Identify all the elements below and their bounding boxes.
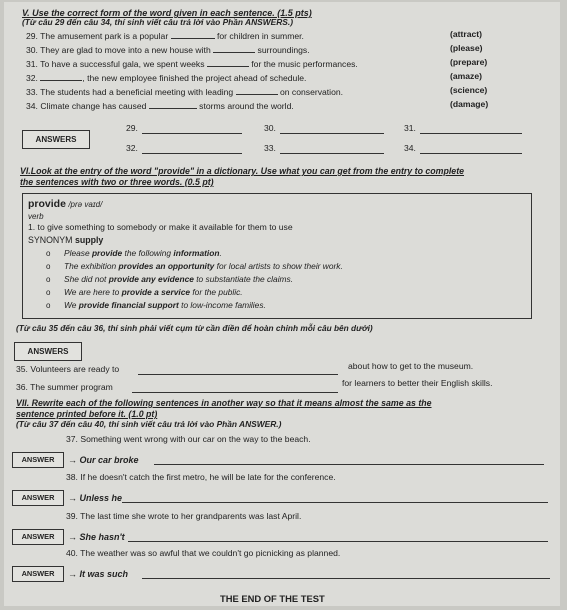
answer-label-38: ANSWER bbox=[12, 490, 64, 506]
example-3: o She did not provide any evidence to substantiate the claims. bbox=[64, 275, 293, 285]
answer-line-37[interactable] bbox=[154, 464, 544, 465]
section-5-title: V. Use the correct form of the word given in each sentence. (1.5 pts) bbox=[22, 8, 312, 18]
rewrite-start-37: → Our car broke bbox=[68, 455, 139, 465]
answer-label-40: ANSWER bbox=[12, 566, 64, 582]
blank bbox=[236, 86, 278, 95]
example-1: o Please provide the following information. bbox=[64, 249, 222, 259]
entry-synonym: SYNONYM supply bbox=[28, 235, 104, 245]
rewrite-start-40: → It was such bbox=[68, 569, 129, 579]
question-30: 30. They are glad to move into a new house with surroundings. bbox=[26, 45, 310, 55]
hint-29: (attract) bbox=[450, 29, 482, 39]
section-7-title-2: sentence printed before it. (1.0 pt) bbox=[16, 409, 158, 419]
hint-31: (prepare) bbox=[450, 57, 488, 67]
ans-num-31: 31. bbox=[404, 123, 416, 133]
hint-32: (amaze) bbox=[450, 71, 482, 81]
example-5: o We provide financial support to low-income families. bbox=[64, 301, 266, 311]
question-38: 38. If he doesn't catch the first metro, he will be late for the conference. bbox=[66, 472, 336, 482]
answers-label-6: ANSWERS bbox=[14, 342, 82, 361]
question-32: 32. , the new employee finished the project ahead of schedule. bbox=[26, 73, 307, 83]
hint-33: (science) bbox=[450, 85, 488, 95]
answer-line-30[interactable] bbox=[280, 133, 384, 134]
question-35-b: about how to get to the museum. bbox=[348, 361, 474, 371]
entry-headword: provide /prə vaɪd/ bbox=[28, 198, 103, 210]
example-4: o We are here to provide a service for the public. bbox=[64, 288, 243, 298]
question-34: 34. Climate change has caused storms around the world. bbox=[26, 101, 294, 111]
ans-num-30: 30. bbox=[264, 123, 276, 133]
question-37: 37. Something went wrong with our car on the way to the beach. bbox=[66, 434, 311, 444]
example-2: o The exhibition provides an opportunity for local artists to show their work. bbox=[64, 262, 343, 272]
blank bbox=[40, 72, 82, 81]
exam-page bbox=[4, 2, 560, 606]
section-7-note: (Từ câu 37 đến câu 40, thí sinh viết câu trả lời vào Phần ANSWER.) bbox=[16, 419, 282, 429]
question-36-a: 36. The summer program bbox=[16, 382, 113, 392]
rewrite-start-39: → She hasn't bbox=[68, 532, 125, 542]
blank bbox=[171, 30, 215, 39]
end-of-test: THE END OF THE TEST bbox=[220, 593, 325, 604]
answer-line-40[interactable] bbox=[142, 578, 550, 579]
ans-num-34: 34. bbox=[404, 143, 416, 153]
answer-line-35[interactable] bbox=[138, 374, 338, 375]
question-35-a: 35. Volunteers are ready to bbox=[16, 364, 120, 374]
answer-line-36[interactable] bbox=[132, 392, 338, 393]
section-7-title-1: VII. Rewrite each of the following sentences in another way so that it means almost the same as the bbox=[16, 398, 432, 408]
section-6-note: (Từ câu 35 đến câu 36, thí sinh phải viết cụm từ cần điền để hoàn chỉnh mỗi câu bên dưới) bbox=[16, 323, 373, 333]
answers-label-5: ANSWERS bbox=[22, 130, 90, 149]
question-39: 39. The last time she wrote to her grandparents was last April. bbox=[66, 511, 302, 521]
answer-label-39: ANSWER bbox=[12, 529, 64, 545]
ans-num-29: 29. bbox=[126, 123, 138, 133]
answer-line-29[interactable] bbox=[142, 133, 242, 134]
section-6-title-1: VI.Look at the entry of the word "provide" in a dictionary. Use what you can get from the entry to complete bbox=[20, 166, 465, 176]
section-5-note: (Từ câu 29 đến câu 34, thí sinh viết câu trả lời vào Phần ANSWERS.) bbox=[22, 17, 293, 27]
question-29: 29. The amusement park is a popular for children in summer. bbox=[26, 31, 304, 41]
answer-line-39[interactable] bbox=[128, 541, 548, 542]
blank bbox=[149, 100, 197, 109]
entry-pos: verb bbox=[28, 212, 44, 221]
answer-line-32[interactable] bbox=[142, 153, 242, 154]
section-6-title-2: the sentences with two or three words. (0.5 pt) bbox=[20, 177, 214, 187]
answer-line-34[interactable] bbox=[420, 153, 522, 154]
question-31: 31. To have a successful gala, we spent weeks for the music performances. bbox=[26, 59, 358, 69]
answer-line-38[interactable] bbox=[122, 502, 548, 503]
hint-34: (damage) bbox=[450, 99, 489, 109]
question-40: 40. The weather was so awful that we couldn't go picnicking as planned. bbox=[66, 548, 341, 558]
answer-line-33[interactable] bbox=[280, 153, 384, 154]
rewrite-start-38: → Unless he bbox=[68, 493, 123, 503]
question-33: 33. The students had a beneficial meeting with leading on conservation. bbox=[26, 87, 344, 97]
hint-30: (please) bbox=[450, 43, 483, 53]
ans-num-33: 33. bbox=[264, 143, 276, 153]
question-36-b: for learners to better their English skills. bbox=[342, 378, 493, 388]
answer-line-31[interactable] bbox=[420, 133, 522, 134]
entry-definition: 1. to give something to somebody or make it available for them to use bbox=[28, 222, 293, 232]
ans-num-32: 32. bbox=[126, 143, 138, 153]
blank bbox=[207, 58, 249, 67]
answer-label-37: ANSWER bbox=[12, 452, 64, 468]
blank bbox=[213, 44, 255, 53]
